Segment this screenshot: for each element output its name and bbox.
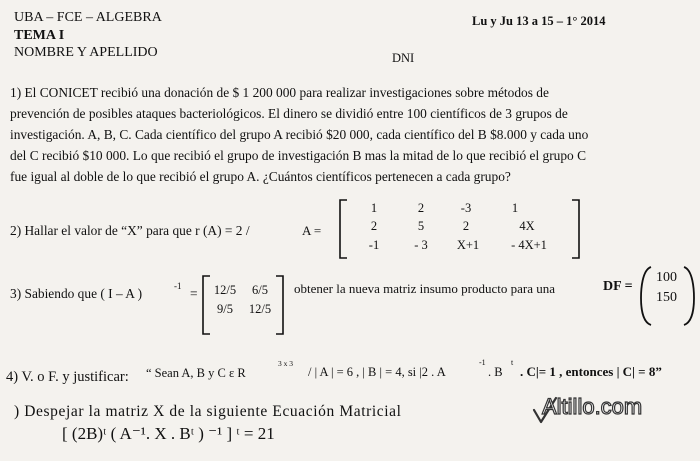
matrix-cell: 12/5 <box>213 283 237 297</box>
q4-sup-a: -1 <box>479 358 486 367</box>
q5-equation: [ (2B)ᵗ ( A⁻¹. X . Bᵗ ) ⁻¹ ] ᵗ = 21 <box>62 424 275 443</box>
q3-text-after: obtener la nueva matriz insumo producto para una <box>294 281 555 296</box>
q2-left-bracket <box>340 200 347 258</box>
q1-line: fue igual al doble de lo que recibió el grupo A. ¿Cuántos científicos pertenecen a cada grupo? <box>10 169 511 184</box>
matrix-cell: 1 <box>370 201 378 215</box>
q4-mid: . B <box>488 365 503 379</box>
df-value: 100 <box>656 270 677 285</box>
matrix-cell: 2 <box>462 219 470 233</box>
matrix-cell: 1 <box>511 201 519 215</box>
watermark-text: Altillo.com <box>542 394 643 419</box>
q4-end: . C|= 1 , entonces | C| = 8” <box>520 364 662 379</box>
matrix-cell: 9/5 <box>217 302 233 316</box>
q4-prefix: 4) V. o F. y justificar: <box>6 369 129 385</box>
matrix-cell: -3 <box>460 201 472 215</box>
matrix-cell: 12/5 <box>248 302 272 316</box>
df-right-bracket <box>684 267 694 325</box>
dni-label: DNI <box>392 51 415 65</box>
df-left-bracket <box>641 267 651 325</box>
q3-exponent: -1 <box>174 281 182 291</box>
q2-matrix-label: A = <box>302 223 322 238</box>
q3-right-bracket <box>276 276 283 334</box>
q1-line: 1) El CONICET recibió una donación de $ 1 200 000 para realizar investigaciones sobre métodos de <box>10 85 549 100</box>
matrix-cell: -1 <box>368 238 380 252</box>
q5-text: ) Despejar la matriz X de la siguiente Ecuación Matricial <box>14 403 402 420</box>
q1-line: del C recibió $10 000. Lo que recibió el grupo de investigación B mas la mitad de lo que recibió el grupo C <box>10 148 587 163</box>
matrix-cell: 2 <box>370 219 378 233</box>
tema-label: TEMA I <box>14 28 65 43</box>
q1-line: prevención de posibles ataques bacteriológicos. El dinero se dividió entre 100 científicos de 3 grupos de <box>10 106 568 121</box>
q1-line: investigación. A, B, C. Cada científico del grupo A recibió $20 000, cada científico del B $8.000 y cada uno <box>10 127 589 142</box>
q2-right-bracket <box>572 200 579 258</box>
course-title: UBA – FCE – ALGEBRA <box>14 10 162 25</box>
matrix-cell: X+1 <box>456 238 480 252</box>
matrix-cell: - 4X+1 <box>511 238 547 252</box>
df-label: DF = <box>603 279 633 294</box>
q4-statement: “ Sean A, B y C ε R <box>146 366 246 380</box>
matrix-cell: 2 <box>417 201 425 215</box>
name-label: NOMBRE Y APELLIDO <box>14 45 158 60</box>
matrix-cell: 5 <box>417 219 425 233</box>
matrix-cell: 4X <box>519 219 535 233</box>
q3-equals: = <box>190 286 198 301</box>
altillo-logo <box>532 394 680 430</box>
matrix-cell: - 3 <box>414 238 428 252</box>
q4-sup-b: t <box>511 358 514 367</box>
df-value: 150 <box>656 290 677 305</box>
q4-superscript: 3 x 3 <box>278 359 293 368</box>
q2-text: 2) Hallar el valor de “X” para que r (A) = 2 / <box>10 223 250 238</box>
schedule: Lu y Ju 13 a 15 – 1° 2014 <box>472 14 606 28</box>
q3-text-before: 3) Sabiendo que ( I – A ) <box>10 286 143 301</box>
q4-conditions: / | A | = 6 , | B | = 4, si |2 . A <box>308 365 446 379</box>
matrix-cell: 6/5 <box>252 283 268 297</box>
